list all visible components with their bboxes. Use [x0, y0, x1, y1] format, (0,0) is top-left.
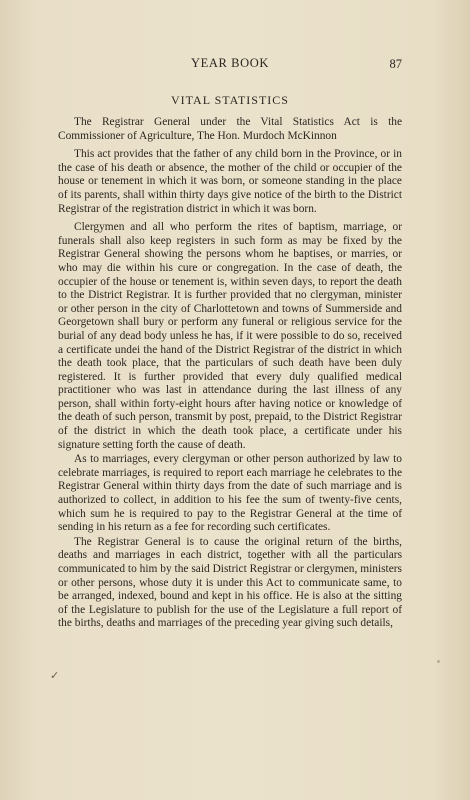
page-number: 87 — [389, 57, 402, 71]
paragraph-clergymen-deaths: Clergymen and all who perform the rites of baptism, marriage, or funerals shall also keep registers in such form as may be fixed by the Registrar General showing the persons whom he baptises, or marries, or who may die within his cure or congregation. In the case of death, the occupier of the house or tenement is, within seven days, to report the death to the District Registrar. It is further provided that no clergyman, minister or other person in the city of Charlottetown and towns of Summerside and Georgetown shall bury or perform any funeral or religious service for the burial of any dead body unless he has, if it were possible to do so, received a certificate undei the hand of the District Registrar of the district in which the death took place, that the particulars of such death have been duly registered. It is further provided that every duly qualified medical practitioner who was last in attendance during the last illness of any person, shall within forty-eight hours after having notice or knowledge of the death of such person, transmit by post, prepaid, to the District Registrar of the district in which the death took place, a certificate under his signature setting forth the cause of death. — [58, 221, 402, 451]
margin-tick-mark: ✓ — [50, 670, 60, 682]
page-header — [58, 56, 402, 72]
body-text — [58, 116, 402, 632]
running-head: YEAR BOOK — [191, 56, 269, 70]
paragraph-registrar-duties: The Registrar General is to cause the original return of the births, deaths and marriages in each district, together with all the particulars communicated to him by the said District Registrar or clergymen, ministers or other persons, whose duty it is under this Act to communicate same, to be arranged, indexed, bound and kept in his office. He is also at the sitting of the Legislature to publish for the use of the Legislature a full report of the births, deaths and marriages of the preceding year giving such details, — [58, 535, 402, 630]
paragraph-registrar: The Registrar General under the Vital Statistics Act is the Commissioner of Agriculture, The Hon. Murdoch McKinnon — [58, 116, 402, 142]
paper-speck — [437, 660, 440, 663]
paragraph-marriages: As to marriages, every clergyman or other person authorized by law to celebrate marriages, is required to report each marriage he celebrates to the Registrar General within thirty days from the date of such marriage and is authorized to collect, in addition to his fee the sum of twenty-five cents, which sum he is required to pay to the Registrar General at the time of sending in his return as a fee for recording such certificates. — [58, 453, 402, 534]
section-title: VITAL STATISTICS — [171, 93, 289, 107]
paragraph-births: This act provides that the father of any child born in the Province, or in the case of his death or absence, the mother of the child or occupier of the house or tenement in which it was born, or someone standing in the place of its parents, shall within thirty days give notice of the birth to the District Registrar of the registration district in which it was born. — [58, 148, 402, 215]
